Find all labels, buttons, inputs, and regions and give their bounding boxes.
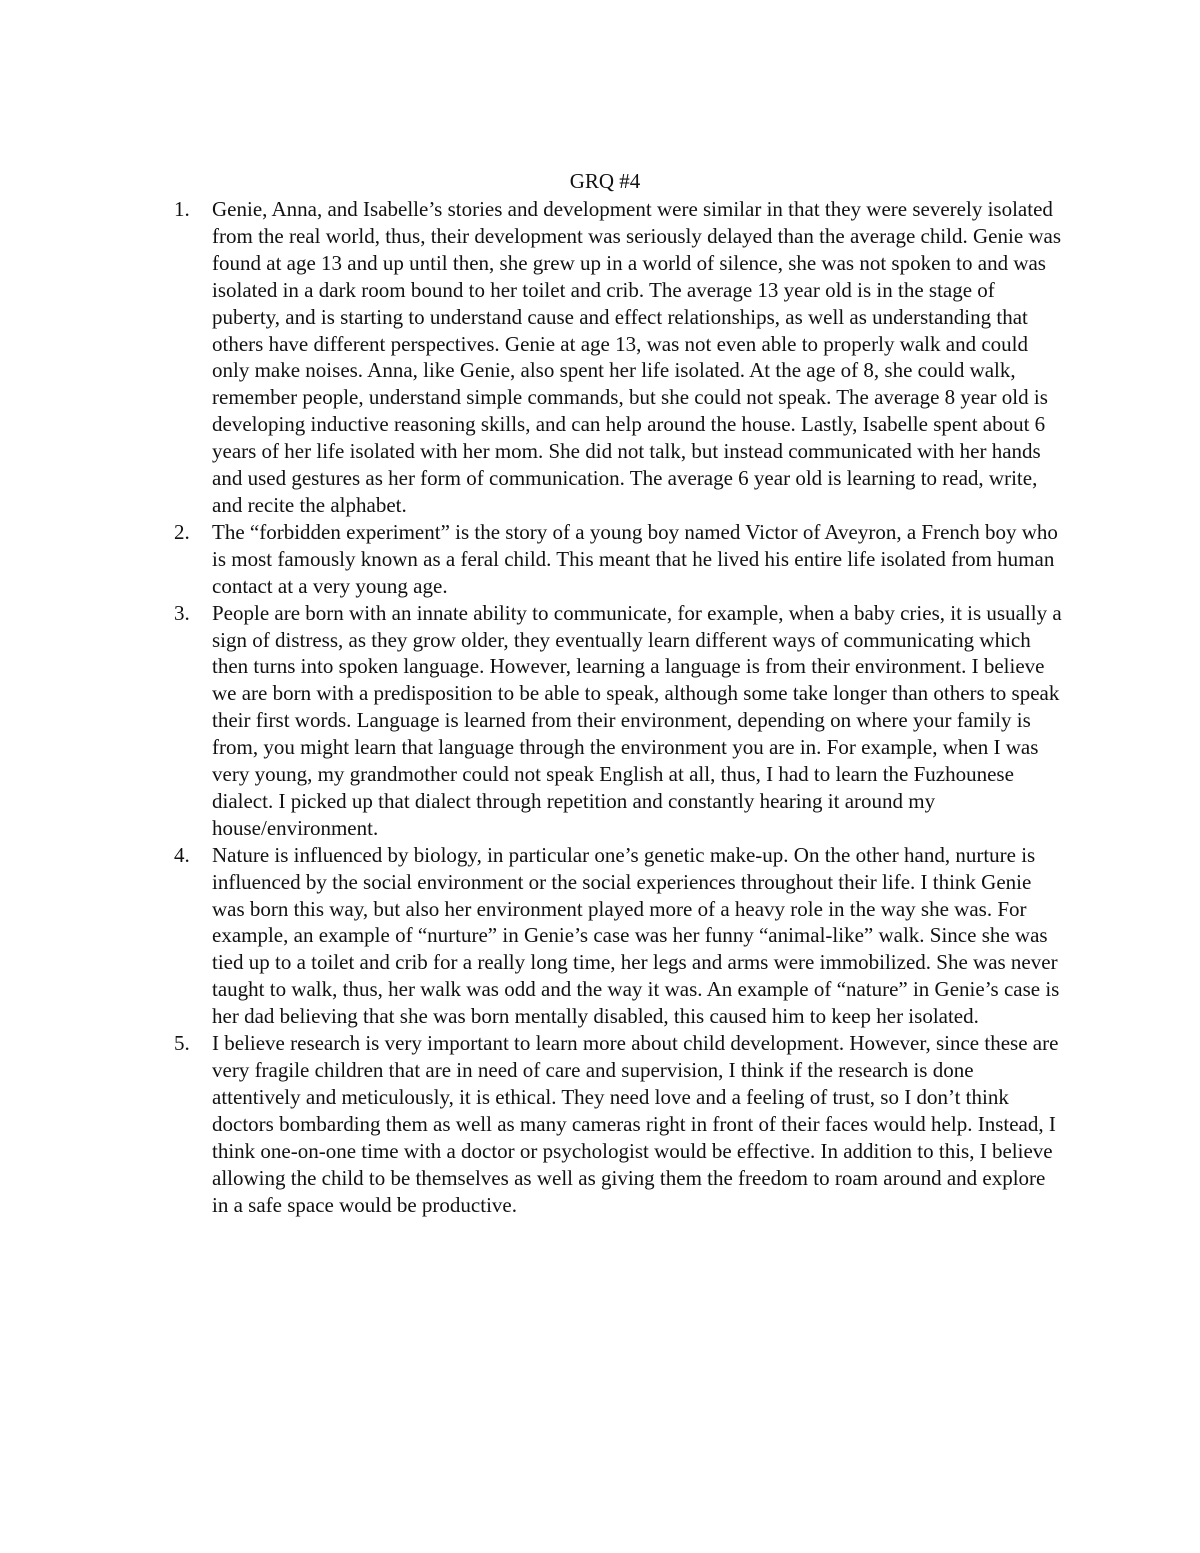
list-item-2 bbox=[174, 519, 1062, 600]
list-item-4 bbox=[174, 842, 1062, 1030]
item-number: 2. bbox=[174, 519, 190, 544]
list-item-1 bbox=[174, 196, 1062, 519]
item-number: 3. bbox=[174, 600, 190, 625]
item-text: I believe research is very important to learn more about child development. However, since these are very fragile children that are in need of care and supervision, I think if the research is done attentively and meticulously, it is ethical. They need love and a feeling of trust, so I don’t think doctors bombarding them as well as many cameras right in front of their faces would help. Instead, I think one-on-one time with a doctor or psychologist would be effective. In addition to this, I believe allowing the child to be themselves as well as giving them the freedom to roam around and explore in a safe space would be productive. bbox=[212, 1031, 1059, 1217]
list-item-3 bbox=[174, 600, 1062, 842]
item-text: The “forbidden experiment” is the story of a young boy named Victor of Aveyron, a French boy who is most famously known as a feral child. This meant that he lived his entire life isolated from human contact at a very young age. bbox=[212, 519, 1058, 598]
item-number: 1. bbox=[174, 197, 190, 221]
item-text: Genie, Anna, and Isabelle’s stories and development were similar in that they were severely isolated from the real world, thus, their development was seriously delayed than the average child. Genie was found at age 13 and up until then, she grew up in a world of silence, she was not spoken to and was isolated in a dark room bound to her toilet and crib. The average 13 year old is in the stage of puberty, and is starting to understand cause and effect relationships, as well as understanding that others have different perspectives. Genie at age 13, was not even able to properly walk and could only make noises. Anna, like Genie, also spent her life isolated. At the age of 8, she could walk, remember people, understand simple commands, but she could not speak. The average 8 year old is developing inductive reasoning skills, and can help around the house. Lastly, Isabelle spent about 6 years of her life isolated with her mom. She did not talk, but instead communicated with her hands and used gestures as her form of communication. The average 6 year old is learning to read, write, and recite the alphabet. bbox=[212, 197, 1062, 517]
document-title: GRQ #4 bbox=[569, 169, 641, 193]
answer-list bbox=[174, 196, 1062, 1218]
item-number: 5. bbox=[174, 1031, 190, 1056]
item-number: 4. bbox=[174, 842, 190, 867]
item-text: Nature is influenced by biology, in particular one’s genetic make-up. On the other hand, nurture is influenced by the social environment or the social experiences throughout their life. I think Genie was born this way, but also her environment played more of a heavy role in the way she was. For example, an example of “nurture” in Genie’s case was her funny “animal-like” walk. Since she was tied up to a toilet and crib for a really long time, her legs and arms were immobilized. She was never taught to walk, thus, her walk was odd and the way it was. An example of “nature” in Genie’s case is her dad believing that she was born mentally disabled, this caused him to keep her isolated. bbox=[212, 842, 1060, 1029]
list-item-5 bbox=[174, 1030, 1062, 1218]
item-text: People are born with an innate ability to communicate, for example, when a baby cries, it is usually a sign of distress, as they grow older, they eventually learn different ways of communicating which then turns into spoken language. However, learning a language is from their environment. I believe we are born with a predisposition to be able to speak, although some take longer than others to speak their first words. Language is learned from their environment, depending on where your family is from, you might learn that language through the environment you are in. For example, when I was very young, my grandmother could not speak English at all, thus, I had to learn the Fuzhounese dialect. I picked up that dialect through repetition and constantly hearing it around my house/environment. bbox=[212, 600, 1062, 840]
